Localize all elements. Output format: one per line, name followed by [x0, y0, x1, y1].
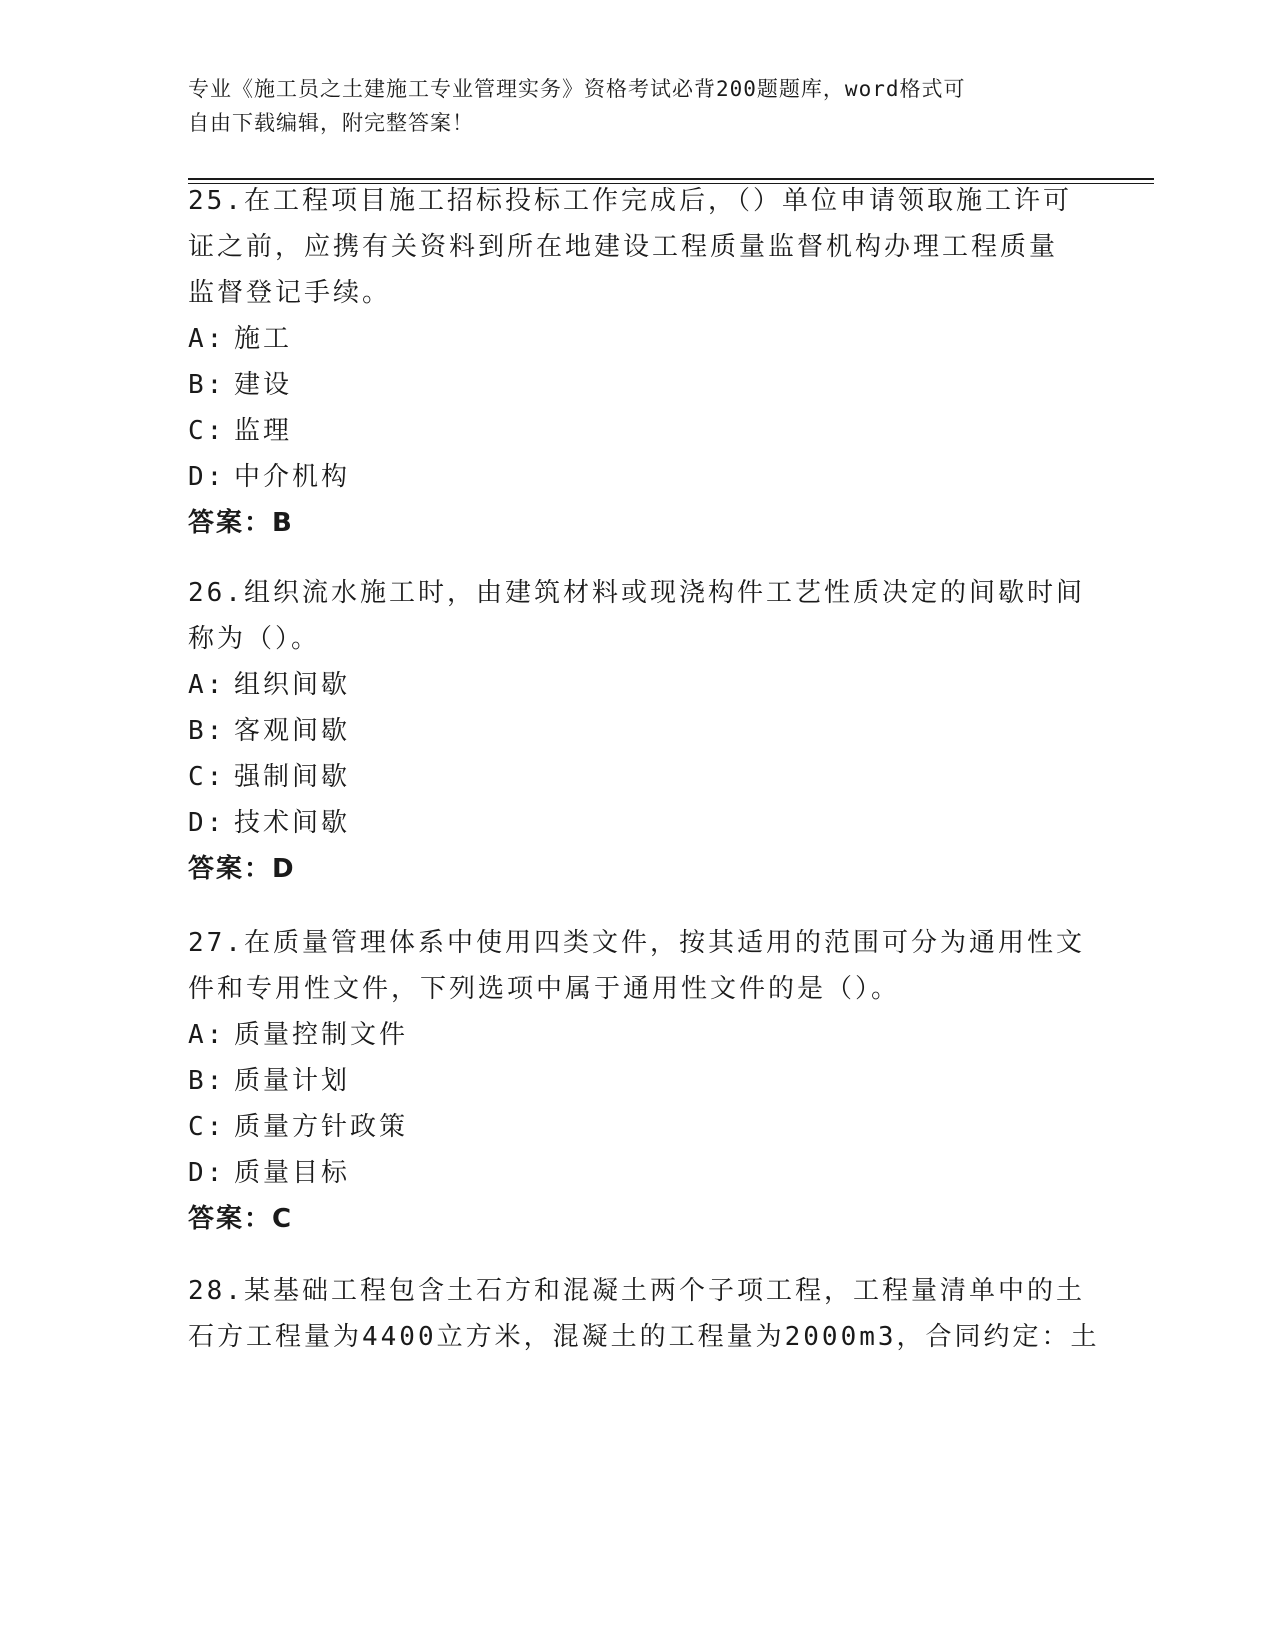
option-d	[188, 1150, 1088, 1196]
option-key: B:	[188, 370, 226, 400]
question-text	[188, 178, 1088, 316]
option-text: 质量控制文件	[234, 1020, 409, 1050]
answer: 答案：D	[188, 854, 296, 884]
option-key: C:	[188, 416, 226, 446]
question-text	[188, 920, 1088, 1012]
question-line: 26.组织流水施工时，由建筑材料或现浇构件工艺性质决定的间歇时间	[188, 578, 1085, 608]
question-27	[188, 920, 1088, 1242]
option-text: 中介机构	[234, 462, 351, 492]
question-25	[188, 178, 1088, 546]
question-line: 石方工程量为4400立方米，混凝土的工程量为2000m3，合同约定：土	[188, 1322, 1100, 1352]
option-key: D:	[188, 1158, 226, 1188]
option-text: 客观间歇	[234, 716, 351, 746]
document-header	[188, 72, 1068, 140]
question-line: 证之前，应携有关资料到所在地建设工程质量监督机构办理工程质量	[188, 232, 1059, 262]
option-key: A:	[188, 1020, 226, 1050]
option-text: 施工	[234, 324, 293, 354]
header-line-2: 自由下载编辑，附完整答案！	[188, 111, 474, 135]
question-26	[188, 570, 1088, 892]
option-d	[188, 454, 1088, 500]
header-line-1: 专业《施工员之土建施工专业管理实务》资格考试必背200题题库，word格式可	[188, 77, 966, 101]
answer: 答案：C	[188, 1204, 294, 1234]
option-key: D:	[188, 462, 226, 492]
question-line: 监督登记手续。	[188, 278, 392, 308]
question-line: 25.在工程项目施工招标投标工作完成后，（）单位申请领取施工许可	[188, 186, 1072, 216]
option-a	[188, 662, 1088, 708]
option-d	[188, 800, 1088, 846]
option-text: 技术间歇	[234, 808, 351, 838]
question-line: 称为（）。	[188, 624, 321, 654]
option-a	[188, 1012, 1088, 1058]
option-key: D:	[188, 808, 226, 838]
option-text: 组织间歇	[234, 670, 351, 700]
option-b	[188, 362, 1088, 408]
option-text: 质量目标	[234, 1158, 351, 1188]
option-key: A:	[188, 324, 226, 354]
question-line: 件和专用性文件，下列选项中属于通用性文件的是（）。	[188, 974, 901, 1004]
question-text	[188, 570, 1088, 662]
option-key: B:	[188, 1066, 226, 1096]
option-c	[188, 408, 1088, 454]
question-28	[188, 1268, 1100, 1360]
option-b	[188, 708, 1088, 754]
option-c	[188, 754, 1088, 800]
option-key: C:	[188, 1112, 226, 1142]
option-key: C:	[188, 762, 226, 792]
option-key: A:	[188, 670, 226, 700]
question-line: 28.某基础工程包含土石方和混凝土两个子项工程，工程量清单中的土	[188, 1276, 1085, 1306]
option-b	[188, 1058, 1088, 1104]
answer: 答案：B	[188, 508, 294, 538]
option-c	[188, 1104, 1088, 1150]
option-text: 强制间歇	[234, 762, 351, 792]
option-text: 质量方针政策	[234, 1112, 409, 1142]
option-text: 监理	[234, 416, 293, 446]
question-line: 27.在质量管理体系中使用四类文件，按其适用的范围可分为通用性文	[188, 928, 1085, 958]
option-text: 质量计划	[234, 1066, 351, 1096]
question-text	[188, 1268, 1100, 1360]
option-key: B:	[188, 716, 226, 746]
option-a	[188, 316, 1088, 362]
option-text: 建设	[234, 370, 293, 400]
